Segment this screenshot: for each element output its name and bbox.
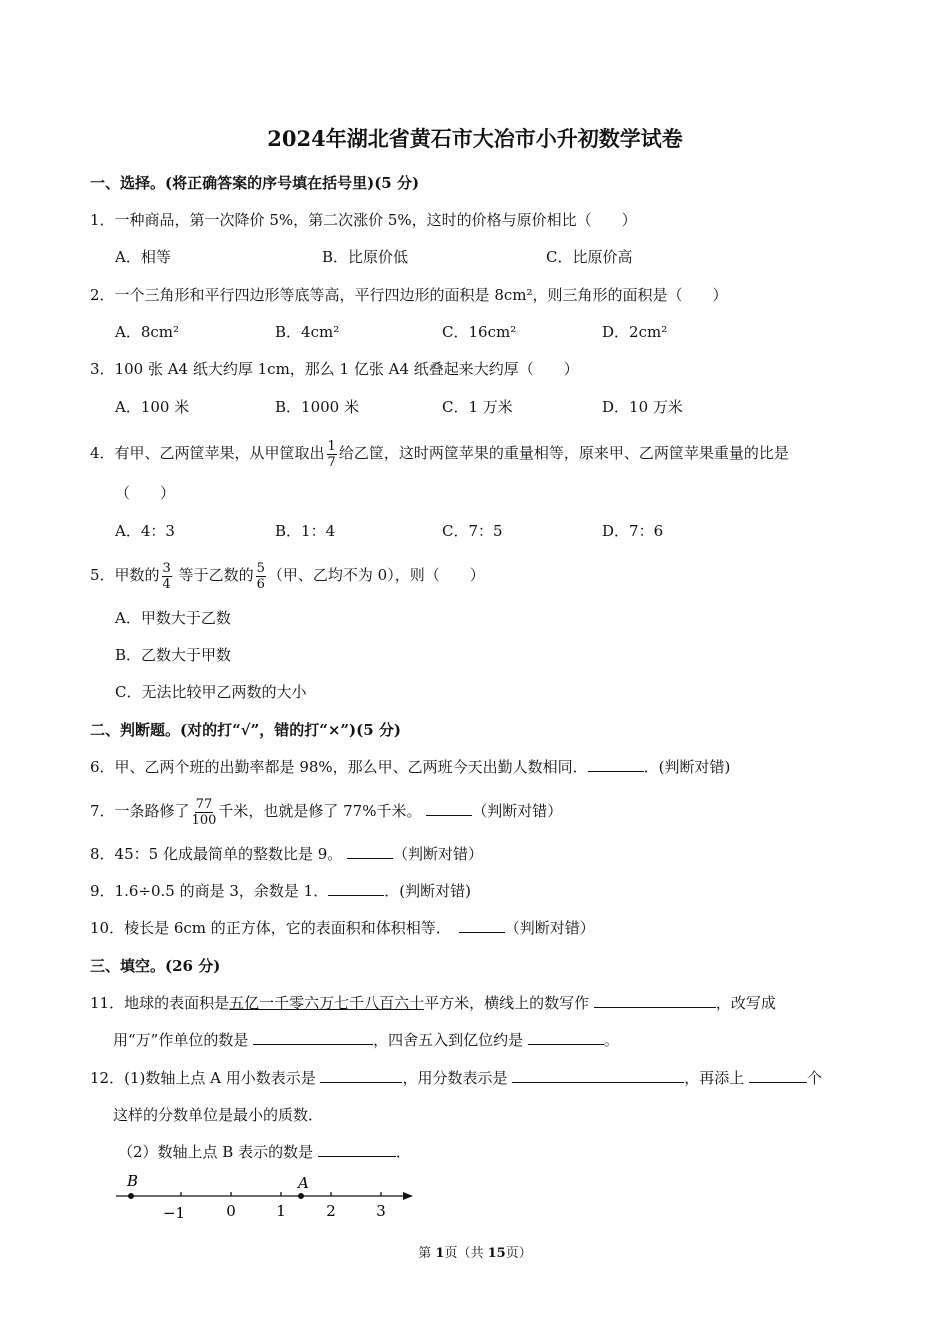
- q2-option-a: A．8cm²: [115, 323, 180, 341]
- q5-fraction-1-numerator: 3: [162, 560, 171, 576]
- q3-option-d: D．10 万米: [602, 398, 683, 416]
- tick-label-3: 3: [376, 1202, 386, 1220]
- q7-text-pre: 7．一条路修了: [90, 802, 190, 820]
- q11-text-post: ，改写成: [715, 994, 776, 1012]
- q10-text-post: （判断对错）: [504, 919, 595, 937]
- q4-text-post: 给乙筐，这时两筐苹果的重量相等，原来甲、乙两筐苹果重量的比是: [338, 444, 789, 462]
- footer-page-number: 1: [435, 1246, 445, 1261]
- q11-text-line2a: 用“万”作单位的数是: [113, 1031, 254, 1049]
- section-heading-choice: 一、选择。(将正确答案的序号填在括号里)(5 分): [90, 174, 420, 192]
- q8-answer-blank[interactable]: [347, 844, 393, 859]
- question-12-part-2: [118, 1142, 411, 1162]
- q3-option-a: A．100 米: [115, 398, 190, 416]
- q7-answer-blank[interactable]: [426, 801, 472, 816]
- q12-text-l3-end: ．: [395, 1143, 411, 1161]
- q1-option-c: C．比原价高: [546, 248, 633, 266]
- q1-option-a: A．相等: [115, 248, 171, 266]
- q7-fraction: [192, 797, 217, 828]
- q5-fraction-1-denominator: 4: [162, 576, 171, 592]
- q4-option-c: C．7：5: [442, 522, 503, 540]
- page-title: 2024年湖北省黄石市大冶市小升初数学试卷: [267, 126, 683, 151]
- question-9-text: [90, 881, 471, 901]
- question-8-text: [90, 844, 483, 864]
- q4-answer-bracket: （ ）: [115, 484, 176, 502]
- q4-fraction-numerator: 1: [327, 438, 336, 454]
- q4-option-b: B．1：4: [275, 522, 336, 540]
- question-10-text: [90, 918, 595, 938]
- q11-text-line2b: ，四舍五入到亿位约是: [373, 1031, 528, 1049]
- q12-text-l1c: ，再添上: [684, 1069, 750, 1087]
- number-line: [108, 1168, 428, 1224]
- q5-text-post: （甲、乙均不为 0），则（ ）: [267, 566, 485, 584]
- q12-text-l1b: ，用分数表示是: [402, 1069, 513, 1087]
- question-4-text: [90, 436, 789, 470]
- q7-text-post: （判断对错）: [472, 802, 563, 820]
- section-heading-judgement: 二、判断题。(对的打“√”，错的打“×”)(5 分): [90, 721, 401, 739]
- q4-option-a: A．4：3: [115, 522, 175, 540]
- q5-option-b: B．乙数大于甲数: [115, 646, 232, 664]
- tick-label-2: 2: [326, 1202, 336, 1220]
- question-3-text: 3．100 张 A4 纸大约厚 1cm，那么 1 亿张 A4 纸叠起来大约厚（ ）: [90, 360, 579, 378]
- q12-count-blank[interactable]: [749, 1068, 807, 1083]
- q11-text-line2c: 。: [603, 1031, 619, 1049]
- q11-rounded-blank[interactable]: [528, 1030, 604, 1045]
- q5-fraction-1: [162, 561, 172, 592]
- q4-fraction-denominator: 7: [327, 454, 336, 470]
- q12-text-l3: （2）数轴上点 B 表示的数是: [118, 1143, 318, 1161]
- footer-pre: 第: [418, 1246, 436, 1261]
- q4-fraction: [327, 439, 337, 470]
- q10-text-pre: 10．棱长是 6cm 的正方体，它的表面积和体积相等．: [90, 919, 451, 937]
- q6-answer-blank[interactable]: [588, 757, 644, 772]
- question-12-line-2: 这样的分数单位是最小的质数．: [113, 1106, 324, 1124]
- q10-answer-blank[interactable]: [459, 918, 505, 933]
- q8-text-pre: 8．45：5 化成最简单的整数比是 9。: [90, 845, 348, 863]
- q12-fraction-blank[interactable]: [512, 1068, 684, 1083]
- q11-wan-unit-blank[interactable]: [253, 1030, 373, 1045]
- q6-text-post: ．(判断对错): [643, 758, 731, 776]
- point-b-dot: [128, 1193, 134, 1199]
- q5-option-c: C．无法比较甲乙两数的大小: [115, 683, 307, 701]
- q2-option-d: D．2cm²: [602, 323, 668, 341]
- number-line-arrow: [403, 1192, 413, 1200]
- page-footer: [0, 1244, 950, 1264]
- question-6-text: [90, 757, 730, 777]
- point-a-dot: [298, 1193, 304, 1199]
- tick-label-neg1: −1: [162, 1204, 186, 1222]
- footer-total-pages: 15: [487, 1246, 506, 1261]
- question-11-line-2: [113, 1030, 619, 1050]
- q9-text-post: ．(判断对错): [384, 882, 471, 900]
- question-12-line-1: [90, 1068, 822, 1088]
- tick-label-0: 0: [226, 1202, 236, 1220]
- point-a-label: A: [298, 1174, 309, 1192]
- q3-option-b: B．1000 米: [275, 398, 359, 416]
- q8-text-post: （判断对错）: [393, 845, 484, 863]
- q11-written-number-blank[interactable]: [594, 993, 716, 1008]
- q11-text-pre: 11．地球的表面积是: [90, 994, 230, 1012]
- question-1-text: 1．一种商品，第一次降价 5%，第二次涨价 5%，这时的价格与原价相比（ ）: [90, 211, 637, 229]
- q11-underlined-number: 五亿一千零六万七千八百六十: [229, 994, 425, 1012]
- q12-text-l1d: 个: [807, 1069, 823, 1087]
- q5-text-mid: 等于乙数的: [173, 566, 254, 584]
- q12-decimal-blank[interactable]: [320, 1068, 402, 1083]
- question-11-line-1: [90, 993, 776, 1013]
- q2-option-c: C．16cm²: [442, 323, 517, 341]
- q9-answer-blank[interactable]: [328, 881, 384, 896]
- q5-fraction-2: [256, 561, 266, 592]
- q5-option-a: A．甲数大于乙数: [115, 609, 231, 627]
- q1-option-b: B．比原价低: [322, 248, 409, 266]
- point-b-label: B: [127, 1172, 139, 1190]
- q11-text-mid: 平方米，横线上的数写作: [424, 994, 594, 1012]
- q5-fraction-2-denominator: 6: [256, 576, 265, 592]
- q3-option-c: C．1 万米: [442, 398, 513, 416]
- q9-text-pre: 9．1.6÷0.5 的商是 3，余数是 1．: [90, 882, 329, 900]
- q12-point-b-blank[interactable]: [318, 1142, 396, 1157]
- q7-fraction-denominator: 100: [191, 812, 217, 828]
- q4-text-pre: 4．有甲、乙两筐苹果，从甲筐取出: [90, 444, 325, 462]
- q7-fraction-numerator: 77: [195, 796, 213, 812]
- q4-option-d: D．7：6: [602, 522, 664, 540]
- footer-mid: 页（共: [444, 1246, 488, 1261]
- tick-label-1: 1: [276, 1202, 286, 1220]
- question-5-text: [90, 558, 485, 592]
- q5-text-pre: 5．甲数的: [90, 566, 160, 584]
- q2-option-b: B．4cm²: [275, 323, 340, 341]
- q7-text-mid: 千米，也就是修了 77%千米。: [218, 802, 427, 820]
- q12-text-l1a: 12．(1)数轴上点 A 用小数表示是: [90, 1069, 321, 1087]
- q5-fraction-2-numerator: 5: [256, 560, 265, 576]
- question-7-text: [90, 794, 562, 828]
- footer-post: 页）: [505, 1246, 532, 1261]
- section-heading-fill-in: 三、填空。(26 分): [90, 957, 221, 975]
- question-2-text: 2．一个三角形和平行四边形等底等高，平行四边形的面积是 8cm²，则三角形的面积是（ ）: [90, 286, 728, 304]
- q6-text-pre: 6．甲、乙两个班的出勤率都是 98%，那么甲、乙两班今天出勤人数相同．: [90, 758, 588, 776]
